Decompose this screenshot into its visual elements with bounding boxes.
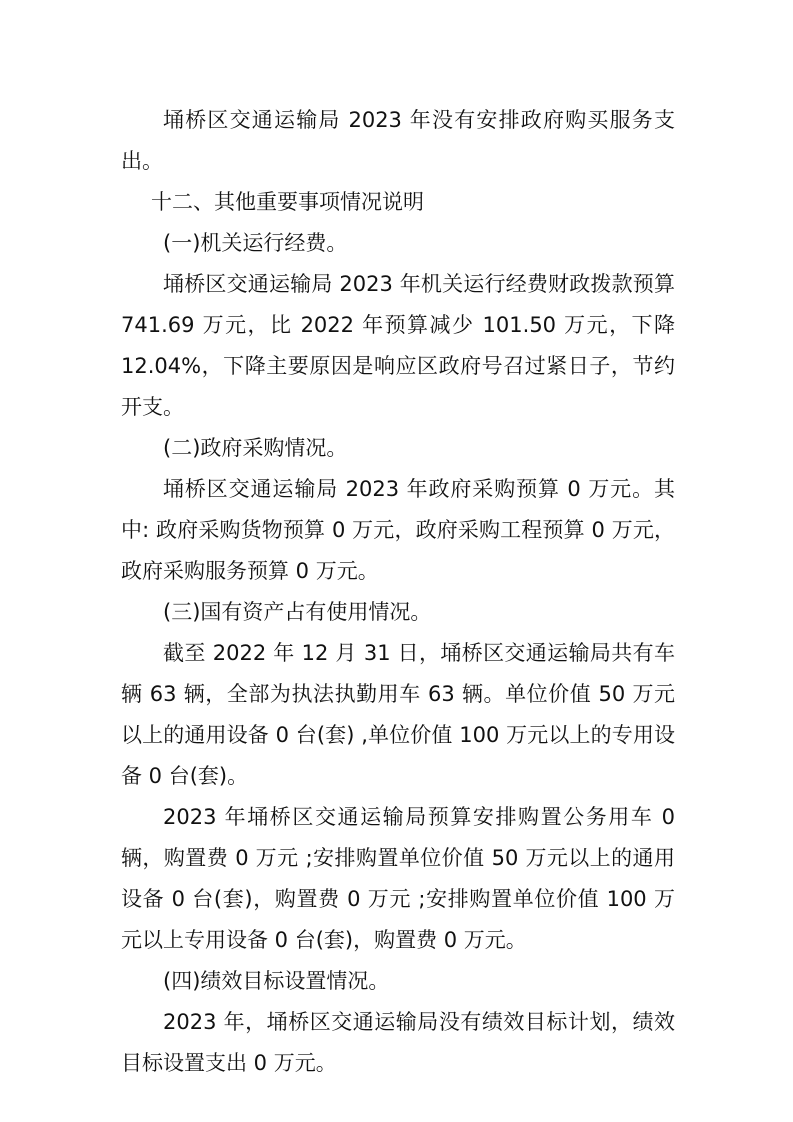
- paragraph-operating-expenses: 埇桥区交通运输局 2023 年机关运行经费财政拨款预算 741.69 万元，比 2022 年预算减少 101.50 万元，下降 12.04%，下降主要原因是响应区政府号召过紧日子，节约开支。: [121, 272, 675, 419]
- subsection-2-heading: (二)政府采购情况。: [163, 436, 348, 460]
- paragraph-assets: 截至 2022 年 12 月 31 日，埇桥区交通运输局共有车辆 63 辆，全部为执法执勤用车 63 辆。单位价值 50 万元以上的通用设备 0 台(套) ,单位价值 100 万元以上的专用设备 0 台(套)。: [121, 641, 675, 788]
- subsection-4-heading: (四)绩效目标设置情况。: [163, 969, 390, 993]
- paragraph-asset-purchase: 2023 年埇桥区交通运输局预算安排购置公务用车 0 辆，购置费 0 万元 ;安排购置单位价值 50 万元以上的通用设备 0 台(套)，购置费 0 万元 ;安排购置单位价值 100 万元以上专用设备 0 台(套)，购置费 0 万元。: [121, 805, 675, 952]
- subsection-3-heading: (三)国有资产占有使用情况。: [163, 600, 432, 624]
- paragraph-procurement: 埇桥区交通运输局 2023 年政府采购预算 0 万元。其中: 政府采购货物预算 0 万元，政府采购工程预算 0 万元，政府采购服务预算 0 万元。: [121, 477, 675, 583]
- paragraph-purchase-services: 埇桥区交通运输局 2023 年没有安排政府购买服务支出。: [121, 108, 675, 173]
- paragraph-performance: 2023 年，埇桥区交通运输局没有绩效目标计划，绩效目标设置支出 0 万元。: [121, 1010, 675, 1075]
- subsection-1-heading: (一)机关运行经费。: [163, 231, 348, 255]
- section-12-heading: 十二、其他重要事项情况说明: [151, 190, 424, 214]
